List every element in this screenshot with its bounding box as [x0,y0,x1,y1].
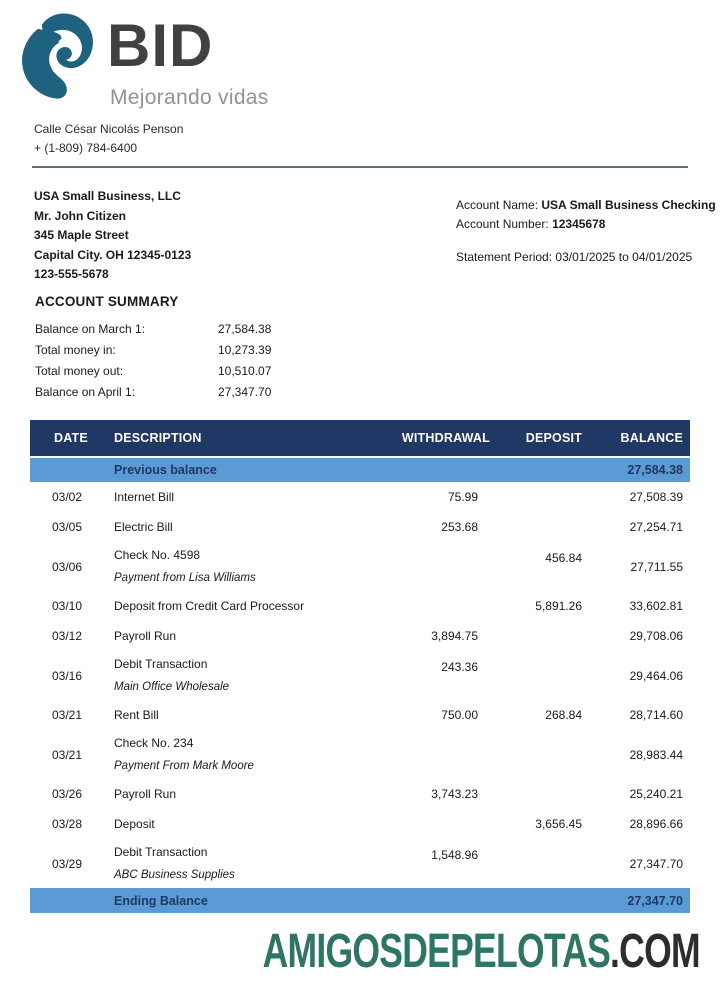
table-row [30,779,690,809]
transaction-description [110,787,354,802]
transaction-title: Deposit from Credit Card Processor [114,598,305,613]
transaction-date: 03/29 [52,856,83,871]
account-name-value: USA Small Business Checking [541,198,716,212]
transaction-date: 03/21 [52,747,83,762]
summary-label: Total money out: [35,363,124,378]
header-divider [32,166,688,168]
account-summary [35,318,271,402]
transaction-balance: 29,708.06 [629,629,683,643]
transaction-balance: 28,983.44 [629,747,683,762]
brand-tagline: Mejorando vidas [110,86,269,109]
table-row [30,512,690,542]
transaction-deposit [494,730,584,739]
recipient-name: Mr. John Citizen [34,208,127,223]
recipient-phone: 123-555-5678 [34,267,109,281]
transaction-balance: 27,254.71 [629,520,683,534]
transaction-title: Electric Bill [114,519,173,534]
account-number-value: 12345678 [552,217,606,231]
transaction-description [110,548,354,586]
summary-value: 10,273.39 [218,342,272,357]
summary-value: 27,347.70 [218,384,272,399]
transaction-deposit [494,839,584,848]
summary-row [35,360,271,381]
account-name-line [456,196,716,215]
transaction-withdrawal: 253.68 [441,520,478,534]
transaction-subtitle: Payment From Mark Moore [114,759,254,772]
bank-address: Calle César Nicolás Penson [34,122,184,136]
transaction-balance: 27,508.39 [629,490,683,504]
transactions-body [30,482,690,888]
recipient-company: USA Small Business, LLC [34,189,181,203]
header-deposit: DEPOSIT [525,431,582,445]
transaction-subtitle: Payment from Lisa Williams [114,571,256,584]
transaction-balance: 27,347.70 [629,856,683,871]
bid-logo-icon [14,12,107,105]
transaction-date: 03/05 [52,520,83,534]
summary-row [35,339,271,360]
recipient-street: 345 Maple Street [34,228,129,242]
summary-row [35,381,271,402]
watermark [262,925,700,978]
transaction-description [110,736,354,774]
transaction-withdrawal [354,542,494,551]
transaction-balance: 28,896.66 [629,817,683,831]
transaction-withdrawal: 243.36 [441,660,478,674]
statement-period-line [456,248,716,267]
transaction-description [110,657,354,695]
bank-phone: + (1-809) 784-6400 [34,141,138,155]
summary-value: 10,510.07 [218,363,272,378]
summary-row [35,318,271,339]
transaction-withdrawal: 3,894.75 [431,629,478,643]
transaction-title: Check No. 234 [114,735,194,750]
bank-address-block [34,120,183,158]
transaction-balance: 27,711.55 [630,559,683,574]
transaction-withdrawal: 1,548.96 [431,848,478,862]
transaction-deposit: 268.84 [545,708,582,722]
table-row [30,621,690,651]
account-number-line [456,215,716,234]
table-row [30,651,690,700]
transaction-date: 03/21 [52,708,83,722]
previous-balance-value: 27,584.38 [627,463,683,477]
transaction-date: 03/12 [52,629,83,643]
table-row [30,839,690,888]
transactions-table [30,420,690,913]
previous-balance-row [30,458,690,482]
transaction-subtitle: Main Office Wholesale [114,680,230,693]
transaction-title: Payroll Run [114,786,177,801]
transaction-title: Rent Bill [114,707,159,722]
table-row [30,591,690,621]
transaction-deposit: 5,891.26 [535,599,582,613]
account-name-label: Account Name: [456,198,539,212]
transaction-description [110,599,354,614]
header-withdrawal: WITHDRAWAL [401,431,490,445]
ending-balance-row [30,888,690,913]
account-number-label: Account Number: [456,217,549,231]
transaction-deposit: 456.84 [545,551,582,565]
transaction-subtitle: ABC Business Supplies [114,868,235,881]
summary-label: Total money in: [35,342,116,357]
header-date: DATE [54,431,88,445]
transaction-deposit: 3,656.45 [535,817,582,831]
statement-period-value: 03/01/2025 to 04/01/2025 [555,250,693,264]
ending-balance-value: 27,347.70 [627,893,683,908]
table-header-row [30,420,690,456]
recipient-block [34,187,191,285]
transaction-balance: 28,714.60 [629,708,683,722]
statement-period-label: Statement Period: [456,250,553,264]
table-row [30,542,690,591]
ending-balance-label: Ending Balance [114,893,208,908]
transaction-date: 03/28 [52,817,83,831]
account-info-block [456,196,716,267]
transaction-balance: 33,602.81 [629,599,683,613]
header-description: DESCRIPTION [114,431,202,445]
transaction-title: Deposit [114,816,155,831]
transaction-description [110,845,354,883]
table-row [30,730,690,779]
transaction-withdrawal: 75.99 [447,490,478,504]
recipient-city: Capital City. OH 12345-0123 [34,247,192,262]
transaction-deposit [494,651,584,660]
previous-balance-label: Previous balance [114,463,217,477]
table-row [30,482,690,512]
transaction-description [110,520,354,535]
transaction-date: 03/26 [52,787,83,801]
transaction-description [110,708,354,723]
transaction-title: Debit Transaction [114,656,208,671]
table-row [30,700,690,730]
transaction-title: Check No. 4598 [114,547,201,562]
transaction-withdrawal [354,730,494,739]
brand-name: BID [107,12,214,79]
header-balance: BALANCE [620,431,683,445]
watermark-text: AMIGOSDEPELOTAS [262,925,611,978]
transaction-description [110,629,354,644]
summary-value: 27,584.38 [218,321,272,336]
transaction-date: 03/02 [52,490,83,504]
table-row [30,809,690,839]
account-summary-title: ACCOUNT SUMMARY [35,294,179,309]
transaction-date: 03/10 [52,599,83,613]
transaction-withdrawal: 750.00 [441,708,478,722]
transaction-description [110,490,354,505]
transaction-title: Debit Transaction [114,844,208,859]
transaction-balance: 29,464.06 [629,668,683,683]
transaction-date: 03/16 [52,668,83,683]
transaction-balance: 25,240.21 [629,787,683,801]
transaction-date: 03/06 [52,559,83,574]
transaction-title: Internet Bill [114,489,175,504]
summary-label: Balance on April 1: [35,384,136,399]
watermark-suffix: .COM [610,925,700,978]
transaction-title: Payroll Run [114,628,177,643]
transaction-description [110,817,354,832]
summary-label: Balance on March 1: [35,321,146,336]
transaction-withdrawal: 3,743.23 [431,787,478,801]
